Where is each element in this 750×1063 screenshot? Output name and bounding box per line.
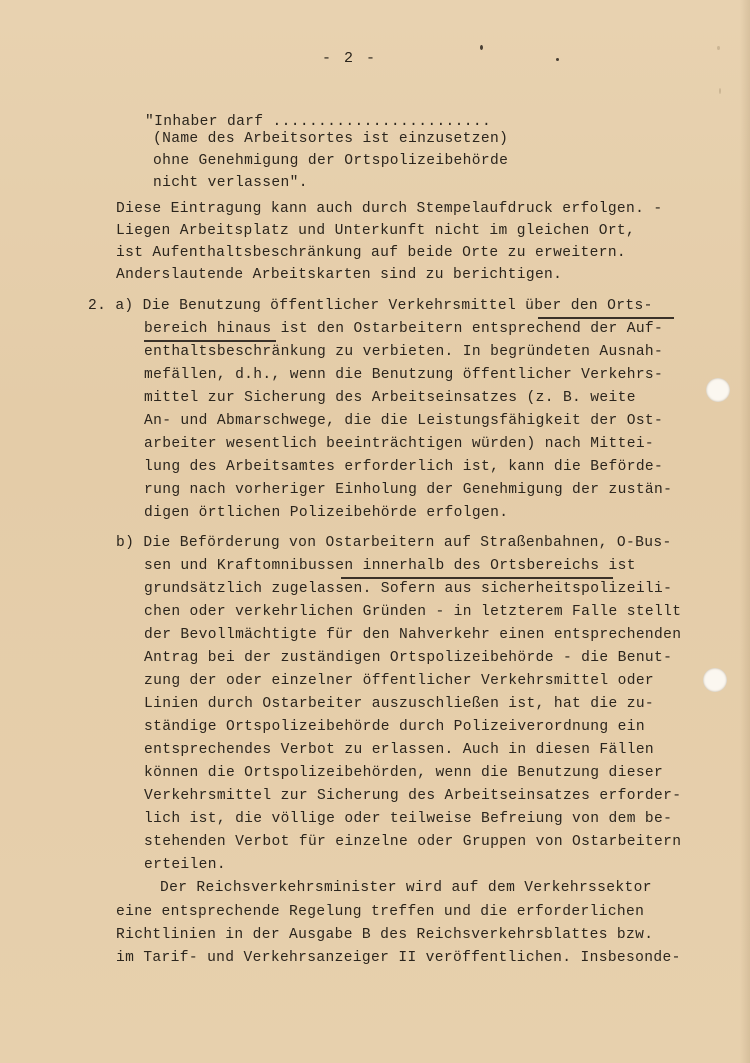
text-line: "Inhaber darf ........................ (145, 114, 492, 130)
text-line: erteilen. (144, 857, 226, 873)
text-line: Anderslautende Arbeitskarten sind zu berichtigen. (116, 267, 563, 283)
text-line: (Name des Arbeitsortes ist einzusetzen) (153, 131, 509, 147)
paper-speck (480, 45, 483, 50)
text-line: Linien durch Ostarbeiter auszuschließen ist, hat die zu- (144, 696, 655, 712)
text-line: arbeiter wesentlich beeinträchtigen würden) nach Mittei- (144, 436, 655, 452)
text-line: nicht verlassen". (153, 175, 308, 191)
text-line: enthaltsbeschränkung zu verbieten. In begründeten Ausnah- (144, 344, 664, 360)
text-line: sen und Kraftomnibussen innerhalb des Ortsbereichs ist (144, 558, 636, 574)
text-line: ohne Genehmigung der Ortspolizeibehörde (153, 153, 509, 169)
paper-speck (719, 88, 721, 94)
text-line: eine entsprechende Regelung treffen und die erforderlichen (116, 904, 645, 920)
text-line: bereich hinaus ist den Ostarbeitern entsprechend der Auf- (144, 321, 664, 337)
underline-mark (341, 577, 613, 579)
text-line: digen örtlichen Polizeibehörde erfolgen. (144, 505, 509, 521)
punch-hole (703, 668, 727, 692)
text-line: lich ist, die völlige oder teilweise Befreiung von dem be- (144, 811, 673, 827)
text-line: der Bevollmächtigte für den Nahverkehr einen entsprechenden (144, 627, 682, 643)
text-line: Verkehrsmittel zur Sicherung des Arbeitseinsatzes erforder- (144, 788, 682, 804)
text-line: Diese Eintragung kann auch durch Stempelaufdruck erfolgen. - (116, 201, 663, 217)
text-line: Der Reichsverkehrsminister wird auf dem Verkehrssektor (160, 880, 652, 896)
text-line: rung nach vorheriger Einholung der Genehmigung der zustän- (144, 482, 673, 498)
text-line: ständige Ortspolizeibehörde durch Polizeiverordnung ein (144, 719, 645, 735)
text-line: lung des Arbeitsamtes erforderlich ist, kann die Beförde- (144, 459, 664, 475)
text-line: zung der oder einzelner öffentlicher Verkehrsmittel oder (144, 673, 655, 689)
text-line: stehenden Verbot für einzelne oder Gruppen von Ostarbeitern (144, 834, 682, 850)
underline-mark (538, 317, 674, 319)
text-line: ist Aufenthaltsbeschränkung auf beide Orte zu erweitern. (116, 245, 627, 261)
text-line: An- und Abmarschwege, die die Leistungsfähigkeit der Ost- (144, 413, 664, 429)
text-line: grundsätzlich zugelassen. Sofern aus sicherheitspolizeili- (144, 581, 673, 597)
text-line: entsprechendes Verbot zu erlassen. Auch in diesen Fällen (144, 742, 655, 758)
paper-speck (717, 46, 720, 50)
text-line: können die Ortspolizeibehörden, wenn die Benutzung dieser (144, 765, 664, 781)
text-line: mittel zur Sicherung des Arbeitseinsatzes (z. B. weite (144, 390, 636, 406)
underline-mark (144, 340, 276, 342)
text-line: Antrag bei der zuständigen Ortspolizeibehörde - die Benut- (144, 650, 673, 666)
text-line: Liegen Arbeitsplatz und Unterkunft nicht im gleichen Ort, (116, 223, 636, 239)
text-line: 2. a) Die Benutzung öffentlicher Verkehrsmittel über den Orts- (88, 298, 653, 314)
punch-hole (706, 378, 730, 402)
text-line: chen oder verkehrlichen Gründen - in letzterem Falle stellt (144, 604, 682, 620)
text-line: mefällen, d.h., wenn die Benutzung öffentlicher Verkehrs- (144, 367, 664, 383)
page-edge-shadow (740, 0, 750, 1063)
text-line: im Tarif- und Verkehrsanzeiger II veröffentlichen. Insbesonde- (116, 950, 681, 966)
page-number: - 2 - (322, 50, 378, 67)
paper-speck (556, 58, 559, 61)
text-line: Richtlinien in der Ausgabe B des Reichsverkehrsblattes bzw. (116, 927, 654, 943)
text-line: b) Die Beförderung von Ostarbeitern auf Straßenbahnen, O-Bus- (116, 535, 672, 551)
